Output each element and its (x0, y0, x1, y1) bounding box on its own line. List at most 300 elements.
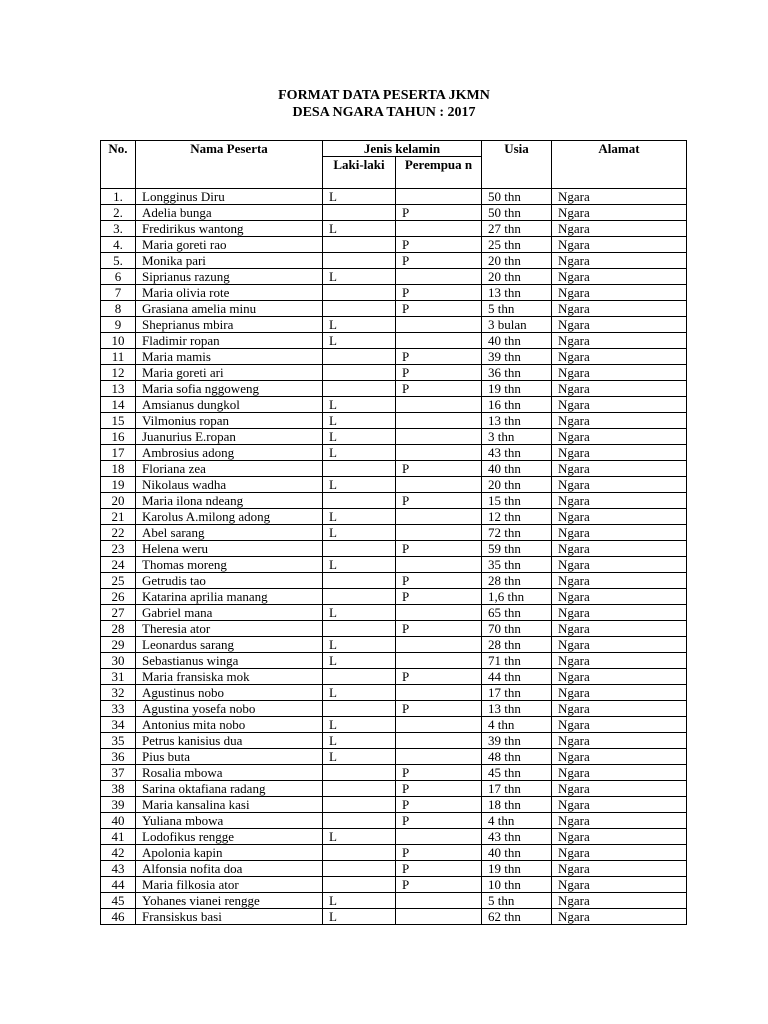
table-row (101, 541, 687, 557)
table-row (101, 701, 687, 717)
cell-nama: Ambrosius adong (136, 445, 323, 461)
cell-usia: 36 thn (482, 365, 552, 381)
cell-usia: 62 thn (482, 909, 552, 925)
cell-laki-laki: L (323, 637, 396, 653)
cell-perempuan: P (396, 573, 482, 589)
cell-perempuan (396, 829, 482, 845)
cell-nama: Agustina yosefa nobo (136, 701, 323, 717)
cell-laki-laki (323, 237, 396, 253)
cell-no: 22 (101, 525, 136, 541)
cell-alamat: Ngara (552, 637, 687, 653)
table-row (101, 285, 687, 301)
cell-laki-laki (323, 365, 396, 381)
cell-usia: 20 thn (482, 269, 552, 285)
cell-no: 11 (101, 349, 136, 365)
cell-no: 24 (101, 557, 136, 573)
cell-no: 34 (101, 717, 136, 733)
cell-alamat: Ngara (552, 749, 687, 765)
cell-laki-laki (323, 765, 396, 781)
cell-laki-laki: L (323, 525, 396, 541)
cell-perempuan (396, 653, 482, 669)
table-row (101, 509, 687, 525)
cell-perempuan (396, 733, 482, 749)
table-row (101, 493, 687, 509)
cell-no: 14 (101, 397, 136, 413)
cell-alamat: Ngara (552, 349, 687, 365)
cell-perempuan: P (396, 493, 482, 509)
cell-laki-laki: L (323, 717, 396, 733)
cell-alamat: Ngara (552, 573, 687, 589)
cell-perempuan (396, 445, 482, 461)
cell-alamat: Ngara (552, 189, 687, 205)
cell-perempuan: P (396, 461, 482, 477)
cell-alamat: Ngara (552, 493, 687, 509)
cell-usia: 28 thn (482, 637, 552, 653)
cell-alamat: Ngara (552, 237, 687, 253)
cell-nama: Yuliana mbowa (136, 813, 323, 829)
cell-perempuan (396, 749, 482, 765)
cell-usia: 39 thn (482, 733, 552, 749)
cell-alamat: Ngara (552, 733, 687, 749)
cell-usia: 18 thn (482, 797, 552, 813)
table-row (101, 797, 687, 813)
cell-laki-laki (323, 589, 396, 605)
cell-alamat: Ngara (552, 269, 687, 285)
cell-nama: Agustinus nobo (136, 685, 323, 701)
cell-perempuan: P (396, 589, 482, 605)
cell-nama: Grasiana amelia minu (136, 301, 323, 317)
cell-nama: Juanurius E.ropan (136, 429, 323, 445)
cell-alamat: Ngara (552, 301, 687, 317)
header-perempuan: Perempua n (396, 157, 482, 189)
cell-laki-laki: L (323, 477, 396, 493)
table-row (101, 637, 687, 653)
cell-laki-laki: L (323, 909, 396, 925)
cell-no: 27 (101, 605, 136, 621)
table-row (101, 605, 687, 621)
cell-nama: Maria mamis (136, 349, 323, 365)
cell-nama: Antonius mita nobo (136, 717, 323, 733)
cell-usia: 17 thn (482, 685, 552, 701)
cell-perempuan (396, 317, 482, 333)
cell-usia: 45 thn (482, 765, 552, 781)
cell-alamat: Ngara (552, 429, 687, 445)
table-row (101, 669, 687, 685)
table-row (101, 653, 687, 669)
cell-laki-laki: L (323, 653, 396, 669)
cell-no: 10 (101, 333, 136, 349)
cell-nama: Nikolaus wadha (136, 477, 323, 493)
cell-perempuan: P (396, 237, 482, 253)
cell-alamat: Ngara (552, 701, 687, 717)
cell-nama: Fredirikus wantong (136, 221, 323, 237)
cell-nama: Sheprianus mbira (136, 317, 323, 333)
cell-perempuan: P (396, 845, 482, 861)
cell-laki-laki: L (323, 413, 396, 429)
cell-perempuan (396, 909, 482, 925)
cell-nama: Maria ilona ndeang (136, 493, 323, 509)
cell-usia: 5 thn (482, 893, 552, 909)
table-row (101, 813, 687, 829)
cell-laki-laki (323, 669, 396, 685)
cell-laki-laki (323, 381, 396, 397)
cell-usia: 40 thn (482, 333, 552, 349)
cell-laki-laki (323, 797, 396, 813)
cell-usia: 50 thn (482, 205, 552, 221)
table-body (101, 189, 687, 925)
cell-usia: 43 thn (482, 445, 552, 461)
cell-laki-laki: L (323, 557, 396, 573)
cell-no: 41 (101, 829, 136, 845)
cell-nama: Longginus Diru (136, 189, 323, 205)
cell-usia: 40 thn (482, 461, 552, 477)
cell-usia: 16 thn (482, 397, 552, 413)
cell-no: 8 (101, 301, 136, 317)
cell-laki-laki: L (323, 269, 396, 285)
cell-no: 1. (101, 189, 136, 205)
cell-nama: Helena weru (136, 541, 323, 557)
cell-usia: 65 thn (482, 605, 552, 621)
cell-no: 4. (101, 237, 136, 253)
cell-laki-laki: L (323, 829, 396, 845)
cell-nama: Pius buta (136, 749, 323, 765)
cell-perempuan (396, 637, 482, 653)
cell-alamat: Ngara (552, 525, 687, 541)
cell-alamat: Ngara (552, 253, 687, 269)
cell-nama: Floriana zea (136, 461, 323, 477)
table-row (101, 877, 687, 893)
table-row (101, 893, 687, 909)
cell-no: 29 (101, 637, 136, 653)
cell-usia: 3 bulan (482, 317, 552, 333)
table-row (101, 189, 687, 205)
cell-alamat: Ngara (552, 653, 687, 669)
cell-alamat: Ngara (552, 781, 687, 797)
table-row (101, 253, 687, 269)
cell-nama: Siprianus razung (136, 269, 323, 285)
cell-nama: Fladimir ropan (136, 333, 323, 349)
cell-laki-laki (323, 781, 396, 797)
cell-alamat: Ngara (552, 765, 687, 781)
table-row (101, 829, 687, 845)
cell-perempuan (396, 221, 482, 237)
cell-usia: 19 thn (482, 381, 552, 397)
cell-perempuan: P (396, 301, 482, 317)
cell-alamat: Ngara (552, 557, 687, 573)
cell-usia: 5 thn (482, 301, 552, 317)
cell-laki-laki (323, 877, 396, 893)
cell-alamat: Ngara (552, 541, 687, 557)
cell-nama: Leonardus sarang (136, 637, 323, 653)
cell-perempuan (396, 893, 482, 909)
cell-nama: Maria olivia rote (136, 285, 323, 301)
cell-usia: 3 thn (482, 429, 552, 445)
cell-usia: 39 thn (482, 349, 552, 365)
cell-nama: Rosalia mbowa (136, 765, 323, 781)
header-jenis-kelamin: Jenis kelamin (323, 141, 482, 157)
participant-table (100, 140, 687, 925)
table-row (101, 381, 687, 397)
cell-nama: Karolus A.milong adong (136, 509, 323, 525)
cell-perempuan: P (396, 541, 482, 557)
cell-no: 33 (101, 701, 136, 717)
cell-perempuan (396, 525, 482, 541)
cell-usia: 70 thn (482, 621, 552, 637)
cell-alamat: Ngara (552, 589, 687, 605)
cell-no: 6 (101, 269, 136, 285)
cell-laki-laki (323, 253, 396, 269)
cell-no: 32 (101, 685, 136, 701)
cell-perempuan (396, 717, 482, 733)
table-row (101, 717, 687, 733)
cell-alamat: Ngara (552, 381, 687, 397)
table-row (101, 349, 687, 365)
cell-perempuan (396, 189, 482, 205)
cell-alamat: Ngara (552, 397, 687, 413)
cell-perempuan: P (396, 205, 482, 221)
table-row (101, 221, 687, 237)
header-nama-peserta: Nama Peserta (136, 141, 323, 189)
cell-nama: Adelia bunga (136, 205, 323, 221)
cell-nama: Vilmonius ropan (136, 413, 323, 429)
cell-no: 25 (101, 573, 136, 589)
cell-no: 45 (101, 893, 136, 909)
cell-perempuan: P (396, 781, 482, 797)
cell-no: 16 (101, 429, 136, 445)
cell-usia: 19 thn (482, 861, 552, 877)
table-row (101, 589, 687, 605)
table-row (101, 765, 687, 781)
cell-nama: Amsianus dungkol (136, 397, 323, 413)
cell-no: 7 (101, 285, 136, 301)
cell-nama: Sarina oktafiana radang (136, 781, 323, 797)
cell-usia: 25 thn (482, 237, 552, 253)
cell-no: 21 (101, 509, 136, 525)
table-row (101, 445, 687, 461)
header-alamat: Alamat (552, 141, 687, 189)
cell-no: 18 (101, 461, 136, 477)
cell-laki-laki: L (323, 189, 396, 205)
cell-perempuan (396, 333, 482, 349)
cell-usia: 13 thn (482, 285, 552, 301)
cell-laki-laki (323, 573, 396, 589)
cell-nama: Maria sofia nggoweng (136, 381, 323, 397)
cell-laki-laki (323, 701, 396, 717)
cell-alamat: Ngara (552, 333, 687, 349)
cell-no: 3. (101, 221, 136, 237)
cell-laki-laki (323, 205, 396, 221)
cell-alamat: Ngara (552, 205, 687, 221)
table-row (101, 573, 687, 589)
cell-perempuan: P (396, 253, 482, 269)
table-row (101, 909, 687, 925)
cell-nama: Alfonsia nofita doa (136, 861, 323, 877)
cell-no: 39 (101, 797, 136, 813)
cell-alamat: Ngara (552, 685, 687, 701)
cell-no: 15 (101, 413, 136, 429)
cell-nama: Monika pari (136, 253, 323, 269)
cell-alamat: Ngara (552, 221, 687, 237)
cell-laki-laki (323, 285, 396, 301)
cell-nama: Thomas moreng (136, 557, 323, 573)
cell-usia: 4 thn (482, 717, 552, 733)
header-usia: Usia (482, 141, 552, 189)
table-row (101, 205, 687, 221)
cell-nama: Getrudis tao (136, 573, 323, 589)
cell-alamat: Ngara (552, 413, 687, 429)
cell-no: 35 (101, 733, 136, 749)
cell-laki-laki: L (323, 429, 396, 445)
cell-no: 38 (101, 781, 136, 797)
table-row (101, 685, 687, 701)
cell-alamat: Ngara (552, 317, 687, 333)
cell-no: 26 (101, 589, 136, 605)
cell-alamat: Ngara (552, 813, 687, 829)
cell-alamat: Ngara (552, 477, 687, 493)
cell-usia: 50 thn (482, 189, 552, 205)
cell-usia: 43 thn (482, 829, 552, 845)
cell-laki-laki: L (323, 445, 396, 461)
cell-alamat: Ngara (552, 605, 687, 621)
cell-perempuan (396, 413, 482, 429)
cell-nama: Fransiskus basi (136, 909, 323, 925)
cell-perempuan: P (396, 797, 482, 813)
table-row (101, 461, 687, 477)
cell-no: 43 (101, 861, 136, 877)
cell-perempuan: P (396, 765, 482, 781)
cell-nama: Maria kansalina kasi (136, 797, 323, 813)
cell-laki-laki (323, 845, 396, 861)
cell-usia: 59 thn (482, 541, 552, 557)
cell-alamat: Ngara (552, 797, 687, 813)
table-row (101, 557, 687, 573)
cell-alamat: Ngara (552, 829, 687, 845)
cell-usia: 44 thn (482, 669, 552, 685)
cell-perempuan (396, 477, 482, 493)
header-laki-laki: Laki-laki (323, 157, 396, 189)
cell-no: 42 (101, 845, 136, 861)
cell-laki-laki: L (323, 893, 396, 909)
cell-no: 44 (101, 877, 136, 893)
cell-alamat: Ngara (552, 909, 687, 925)
cell-no: 31 (101, 669, 136, 685)
cell-usia: 35 thn (482, 557, 552, 573)
cell-perempuan: P (396, 365, 482, 381)
table-row (101, 749, 687, 765)
cell-perempuan: P (396, 381, 482, 397)
cell-alamat: Ngara (552, 365, 687, 381)
cell-alamat: Ngara (552, 509, 687, 525)
cell-laki-laki: L (323, 317, 396, 333)
cell-perempuan (396, 429, 482, 445)
table-row (101, 333, 687, 349)
table-row (101, 237, 687, 253)
cell-nama: Petrus kanisius dua (136, 733, 323, 749)
table-row (101, 397, 687, 413)
cell-nama: Maria fransiska mok (136, 669, 323, 685)
cell-nama: Theresia ator (136, 621, 323, 637)
cell-laki-laki: L (323, 685, 396, 701)
cell-usia: 4 thn (482, 813, 552, 829)
cell-alamat: Ngara (552, 861, 687, 877)
cell-perempuan: P (396, 669, 482, 685)
cell-no: 46 (101, 909, 136, 925)
cell-no: 5. (101, 253, 136, 269)
cell-perempuan: P (396, 621, 482, 637)
table-row (101, 429, 687, 445)
cell-usia: 13 thn (482, 413, 552, 429)
table-row (101, 477, 687, 493)
cell-nama: Sebastianus winga (136, 653, 323, 669)
cell-usia: 1,6 thn (482, 589, 552, 605)
cell-no: 37 (101, 765, 136, 781)
cell-nama: Yohanes vianei rengge (136, 893, 323, 909)
cell-usia: 40 thn (482, 845, 552, 861)
cell-nama: Apolonia kapin (136, 845, 323, 861)
table-row (101, 781, 687, 797)
cell-no: 12 (101, 365, 136, 381)
cell-usia: 10 thn (482, 877, 552, 893)
table-row (101, 269, 687, 285)
table-row (101, 845, 687, 861)
cell-no: 40 (101, 813, 136, 829)
cell-laki-laki (323, 301, 396, 317)
cell-perempuan (396, 605, 482, 621)
cell-usia: 27 thn (482, 221, 552, 237)
cell-laki-laki (323, 621, 396, 637)
cell-perempuan: P (396, 813, 482, 829)
cell-laki-laki: L (323, 509, 396, 525)
table-row (101, 317, 687, 333)
cell-perempuan (396, 685, 482, 701)
cell-laki-laki (323, 541, 396, 557)
cell-perempuan: P (396, 701, 482, 717)
cell-usia: 20 thn (482, 477, 552, 493)
table-row (101, 301, 687, 317)
cell-no: 28 (101, 621, 136, 637)
cell-nama: Lodofikus rengge (136, 829, 323, 845)
cell-laki-laki: L (323, 733, 396, 749)
cell-perempuan: P (396, 877, 482, 893)
table-row (101, 365, 687, 381)
cell-usia: 17 thn (482, 781, 552, 797)
cell-nama: Maria goreti rao (136, 237, 323, 253)
cell-alamat: Ngara (552, 461, 687, 477)
cell-laki-laki: L (323, 221, 396, 237)
cell-laki-laki: L (323, 749, 396, 765)
table-row (101, 861, 687, 877)
cell-usia: 20 thn (482, 253, 552, 269)
cell-alamat: Ngara (552, 877, 687, 893)
cell-perempuan (396, 509, 482, 525)
cell-no: 2. (101, 205, 136, 221)
cell-alamat: Ngara (552, 717, 687, 733)
table-row (101, 525, 687, 541)
cell-alamat: Ngara (552, 669, 687, 685)
cell-laki-laki: L (323, 397, 396, 413)
cell-no: 23 (101, 541, 136, 557)
cell-alamat: Ngara (552, 621, 687, 637)
table-row (101, 413, 687, 429)
cell-perempuan: P (396, 349, 482, 365)
cell-nama: Gabriel mana (136, 605, 323, 621)
cell-perempuan: P (396, 861, 482, 877)
cell-nama: Maria filkosia ator (136, 877, 323, 893)
cell-laki-laki (323, 861, 396, 877)
cell-laki-laki (323, 461, 396, 477)
cell-no: 13 (101, 381, 136, 397)
document-title: FORMAT DATA PESERTA JKMN (278, 88, 490, 103)
